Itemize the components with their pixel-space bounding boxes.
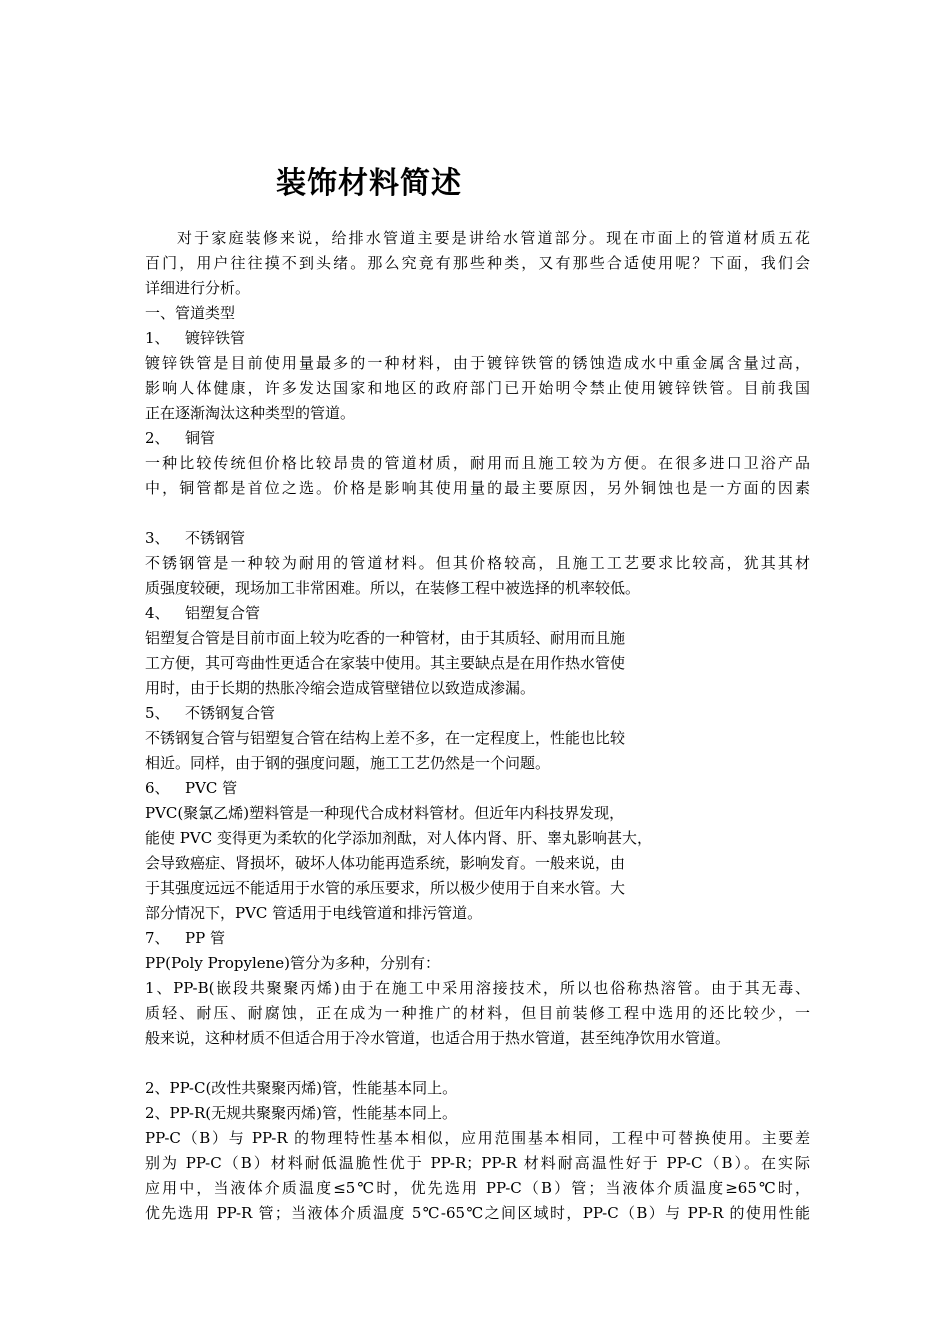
item-text-line: 一种比较传统但价格比较昂贵的管道材质，耐用而且施工较为方便。在很多进口卫浴产品 — [145, 454, 810, 472]
pp-c-line: 2、PP-C(改性共聚聚丙烯)管，性能基本同上。 — [145, 1079, 458, 1097]
item-text-line: 中，铜管都是首位之选。价格是影响其使用量的最主要原因，另外铜蚀也是一方面的因素 — [145, 479, 810, 497]
item-text-line: 不锈钢管是一种较为耐用的管道材料。但其价格较高，且施工工艺要求比较高，犹其其材 — [145, 554, 810, 572]
item-name: 铜管 — [185, 429, 216, 447]
item-name: 不锈钢复合管 — [185, 704, 276, 722]
item-number: 7、 — [145, 929, 170, 947]
blank-line — [145, 501, 810, 526]
item-text-line: 质强度较硬，现场加工非常困难。所以，在装修工程中被选择的机率较低。 — [145, 579, 641, 597]
section-heading: 一、管道类型 — [145, 304, 236, 322]
item-name: PVC 管 — [185, 779, 238, 797]
item-text-line: 镀锌铁管是目前使用量最多的一种材料，由于镀锌铁管的锈蚀造成水中重金属含量过高， — [145, 354, 810, 372]
item-number: 3、 — [145, 529, 170, 547]
pp-type-line: 质轻、耐压、耐腐蚀，正在成为一种推广的材料，但目前装修工程中选用的还比较少，一 — [145, 1004, 810, 1022]
item-heading — [145, 776, 810, 801]
compare-line: 别为 PP-C（B）材料耐低温脆性优于 PP-R；PP-R 材料耐高温性好于 PP-C（B）。在实际 — [145, 1154, 810, 1172]
item-number: 5、 — [145, 704, 170, 722]
item-text-line: 用时，由于长期的热胀冷缩会造成管壁错位以致造成渗漏。 — [145, 679, 536, 697]
item-number: 2、 — [145, 429, 170, 447]
item-number: 6、 — [145, 779, 170, 797]
item-text-line: PP(Poly Propylene)管分为多种，分别有： — [145, 954, 441, 972]
item-number: 4、 — [145, 604, 170, 622]
item-heading — [145, 926, 810, 951]
item-text-line: 于其强度远远不能适用于水管的承压要求，所以极少使用于自来水管。大 — [145, 879, 626, 897]
blank-line — [145, 1051, 810, 1076]
intro-line: 百门，用户往往摸不到头绪。那么究竟有那些种类，又有那些合适使用呢？下面，我们会 — [145, 254, 810, 272]
pp-type-line: 1、PP-B(嵌段共聚聚丙烯)由于在施工中采用溶接技术，所以也俗称热溶管。由于其无毒、 — [145, 979, 810, 997]
pp-r-line: 2、PP-R(无规共聚聚丙烯)管，性能基本同上。 — [145, 1104, 457, 1122]
intro-line: 对于家庭装修来说，给排水管道主要是讲给水管道部分。现在市面上的管道材质五花 — [177, 229, 810, 247]
item-heading — [145, 526, 810, 551]
intro-line: 详细进行分析。 — [145, 279, 251, 297]
item-text-line: 能使 PVC 变得更为柔软的化学添加剂酞，对人体内肾、肝、睾丸影响甚大， — [145, 829, 652, 847]
item-name: 镀锌铁管 — [185, 329, 246, 347]
item-text-line: 影响人体健康，许多发达国家和地区的政府部门已开始明令禁止使用镀锌铁管。目前我国 — [145, 379, 810, 397]
item-text-line: 工方便，其可弯曲性更适合在家装中使用。其主要缺点是在用作热水管使 — [145, 654, 626, 672]
document-body — [145, 226, 810, 1226]
item-text-line: 正在逐渐淘汰这种类型的管道。 — [145, 404, 356, 422]
item-text-line: 相近。同样，由于钢的强度问题，施工工艺仍然是一个问题。 — [145, 754, 551, 772]
item-text-line: 部分情况下，PVC 管适用于电线管道和排污管道。 — [145, 904, 483, 922]
item-text-line: PVC(聚氯乙烯)塑料管是一种现代合成材料管材。但近年内科技界发现， — [145, 804, 625, 822]
item-heading — [145, 426, 810, 451]
compare-line: PP-C（B）与 PP-R 的物理特性基本相似，应用范围基本相同，工程中可替换使用。主要差 — [145, 1129, 810, 1147]
item-text-line: 不锈钢复合管与铝塑复合管在结构上差不多，在一定程度上，性能也比较 — [145, 729, 626, 747]
item-name: 铝塑复合管 — [185, 604, 261, 622]
item-number: 1、 — [145, 329, 170, 347]
item-name: PP 管 — [185, 929, 225, 947]
item-name: 不锈钢管 — [185, 529, 246, 547]
compare-line: 应用中，当液体介质温度≤5℃时，优先选用 PP-C（B）管；当液体介质温度≥65℃时， — [145, 1179, 810, 1197]
pp-type-line: 般来说，这种材质不但适合用于冷水管道，也适合用于热水管道，甚至纯净饮用水管道。 — [145, 1029, 731, 1047]
document-title: 装饰材料简述 — [276, 166, 462, 201]
item-heading — [145, 601, 810, 626]
item-heading — [145, 326, 810, 351]
item-heading — [145, 701, 810, 726]
compare-line: 优先选用 PP-R 管；当液体介质温度 5℃-65℃之间区域时，PP-C（B）与 PP-R 的使用性能 — [145, 1204, 810, 1222]
item-text-line: 会导致癌症、肾损坏，破坏人体功能再造系统，影响发育。一般来说，由 — [145, 854, 626, 872]
item-text-line: 铝塑复合管是目前市面上较为吃香的一种管材，由于其质轻、耐用而且施 — [145, 629, 626, 647]
